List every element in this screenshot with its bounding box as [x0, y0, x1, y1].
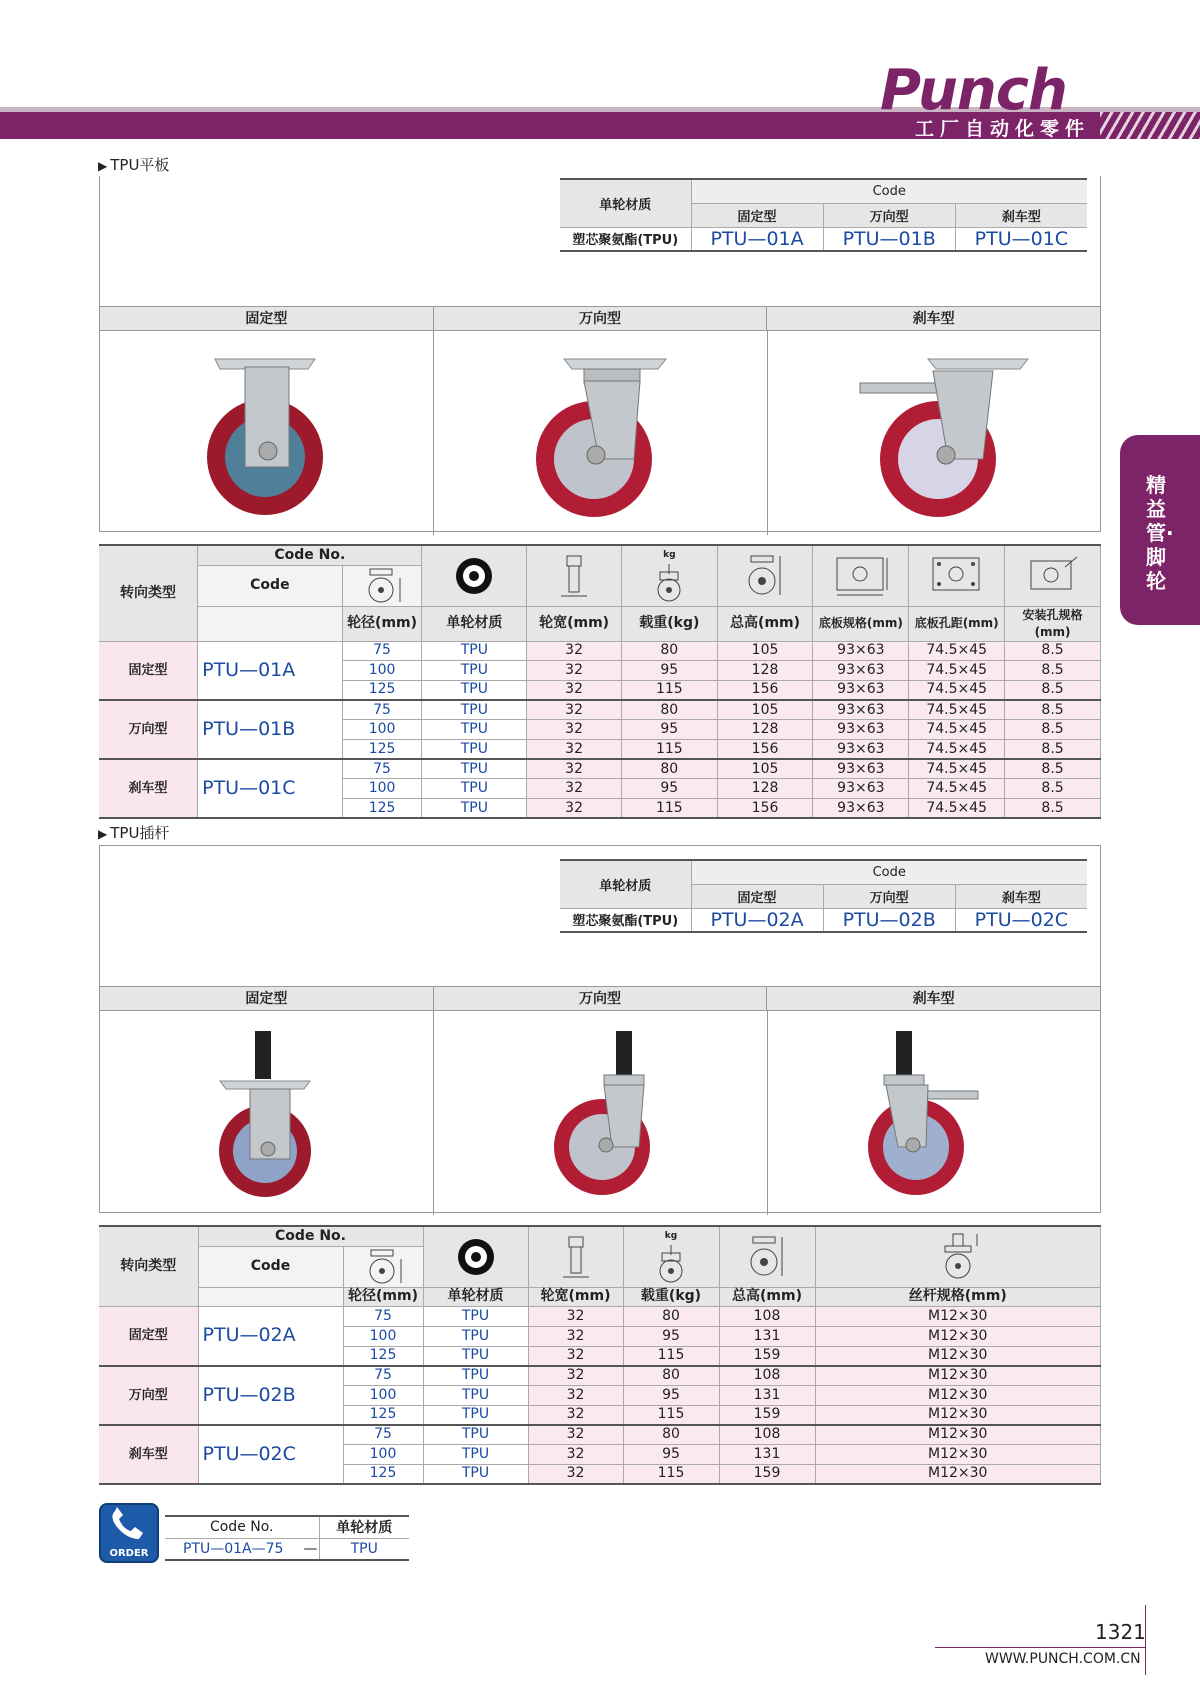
cell-thread: M12×30 [815, 1346, 1101, 1366]
cell-material: TPU [422, 661, 527, 681]
cell-width: 32 [528, 1366, 623, 1386]
code-subheader: Code [198, 565, 343, 606]
material-code-table [560, 859, 1087, 933]
cell-diameter: 125 [342, 680, 422, 700]
diameter-icon [360, 566, 404, 606]
cell-material: TPU [422, 739, 527, 759]
height-header: 总高(mm) [719, 1287, 815, 1307]
type-fixed: 固定型 [691, 884, 823, 908]
cell-thread: M12×30 [815, 1445, 1101, 1465]
order-icon [99, 1503, 159, 1563]
kg-label: kg [664, 1231, 678, 1242]
material-code-table [560, 178, 1087, 252]
cell-load: 95 [623, 1385, 719, 1405]
product-image-strip [99, 986, 1101, 1213]
cell-diameter: 100 [342, 779, 422, 799]
code-no-header: Code No. [198, 1226, 423, 1246]
load-header: 载重(kg) [621, 606, 717, 641]
cell-diameter: 100 [342, 720, 422, 740]
cell-material: TPU [423, 1326, 528, 1346]
cell-hole: 74.5×45 [909, 641, 1005, 661]
code-swivel: PTU—02B [823, 908, 955, 932]
table-row [99, 1307, 1101, 1327]
cell-load: 95 [621, 661, 717, 681]
thread-icon-cell [815, 1226, 1101, 1287]
width-icon-cell [527, 545, 622, 606]
cell-material: TPU [422, 799, 527, 819]
image-header-brake: 刹车型 [912, 311, 955, 327]
cell-mount: 8.5 [1005, 720, 1101, 740]
code-header: Code [691, 860, 1087, 884]
table-row [99, 1425, 1101, 1445]
cell-thread: M12×30 [815, 1464, 1101, 1484]
code-cell: PTU—01B [198, 700, 343, 759]
cell-load: 80 [621, 641, 717, 661]
code-header: Code [691, 179, 1087, 203]
code-fixed: PTU—02A [691, 908, 823, 932]
cell-height: 159 [719, 1464, 815, 1484]
type-swivel: 万向型 [823, 203, 955, 227]
image-header-swivel: 万向型 [434, 987, 768, 1010]
type-cell: 万向型 [99, 700, 198, 759]
cell-height: 105 [717, 700, 813, 720]
category-side-tab[interactable] [1120, 435, 1200, 625]
cell-plate: 93×63 [813, 799, 909, 819]
cell-thread: M12×30 [815, 1366, 1101, 1386]
cell-load: 95 [623, 1326, 719, 1346]
cell-width: 32 [527, 641, 622, 661]
cell-width: 32 [527, 661, 622, 681]
wheel-icon [456, 1237, 496, 1277]
cell-material: TPU [423, 1385, 528, 1405]
cell-height: 108 [719, 1425, 815, 1445]
order-code-header: Code No. [165, 1516, 319, 1538]
cell-height: 108 [719, 1307, 815, 1327]
type-brake: 刹车型 [955, 203, 1087, 227]
height-icon [745, 553, 785, 599]
cell-diameter: 125 [343, 1346, 423, 1366]
order-separator: — [303, 1540, 318, 1557]
material-header: 单轮材质 [560, 860, 691, 908]
cell-load: 95 [623, 1445, 719, 1465]
cell-diameter: 75 [342, 641, 422, 661]
cell-mount: 8.5 [1005, 680, 1101, 700]
cell-width: 32 [528, 1385, 623, 1405]
type-cell: 刹车型 [99, 759, 198, 818]
cell-material: TPU [423, 1464, 528, 1484]
cell-material: TPU [423, 1445, 528, 1465]
cell-height: 159 [719, 1405, 815, 1425]
cell-height: 156 [717, 680, 813, 700]
cell-height: 108 [719, 1366, 815, 1386]
code-brake: PTU—01C [955, 227, 1087, 251]
cell-mount: 8.5 [1005, 779, 1101, 799]
cell-material: TPU [422, 720, 527, 740]
order-example-code [165, 1538, 319, 1560]
cell-load: 115 [623, 1405, 719, 1425]
image-header-swivel: 万向型 [434, 307, 768, 330]
code-cell: PTU—01A [198, 641, 343, 700]
code-fixed: PTU—01A [691, 227, 823, 251]
cell-thread: M12×30 [815, 1425, 1101, 1445]
product-image-strip [99, 306, 1101, 532]
type-cell: 万向型 [99, 1366, 198, 1425]
cell-load: 95 [621, 720, 717, 740]
cell-diameter: 100 [343, 1445, 423, 1465]
cell-width: 32 [527, 739, 622, 759]
cell-width: 32 [527, 799, 622, 819]
cell-height: 128 [717, 661, 813, 681]
cell-plate: 93×63 [813, 700, 909, 720]
cell-hole: 74.5×45 [909, 680, 1005, 700]
cell-mount: 8.5 [1005, 641, 1101, 661]
cell-material: TPU [423, 1405, 528, 1425]
cell-plate: 93×63 [813, 680, 909, 700]
type-fixed: 固定型 [691, 203, 823, 227]
cell-load: 80 [623, 1307, 719, 1327]
width-header: 轮宽(mm) [528, 1287, 623, 1307]
cell-height: 159 [719, 1346, 815, 1366]
cell-plate: 93×63 [813, 720, 909, 740]
cell-height: 131 [719, 1326, 815, 1346]
code-no-header: Code No. [198, 545, 422, 565]
cell-width: 32 [528, 1326, 623, 1346]
cell-diameter: 125 [342, 799, 422, 819]
order-example-table [165, 1515, 409, 1561]
cell-width: 32 [527, 720, 622, 740]
mount-hole-icon [1025, 553, 1081, 599]
cell-height: 105 [717, 641, 813, 661]
section-title: ▶ TPU插杆 [98, 822, 169, 843]
caster-image-fixed-stem [100, 1011, 434, 1215]
height-header: 总高(mm) [717, 606, 813, 641]
load-icon-cell [621, 545, 717, 606]
cell-hole: 74.5×45 [909, 799, 1005, 819]
cell-material: TPU [422, 700, 527, 720]
cell-mount: 8.5 [1005, 799, 1101, 819]
mat-header: 单轮材质 [422, 606, 527, 641]
material-header: 单轮材质 [560, 179, 691, 227]
cell-material: TPU [422, 759, 527, 779]
brand-subtitle: 工厂自动化零件 [915, 118, 1091, 140]
cell-width: 32 [528, 1445, 623, 1465]
load-icon-cell [623, 1226, 719, 1287]
cell-load: 115 [621, 680, 717, 700]
cell-width: 32 [527, 759, 622, 779]
cell-width: 32 [528, 1346, 623, 1366]
cell-width: 32 [528, 1425, 623, 1445]
cell-mount: 8.5 [1005, 739, 1101, 759]
material-value: 塑芯聚氨酯(TPU) [572, 914, 679, 930]
cell-diameter: 100 [343, 1385, 423, 1405]
cell-height: 131 [719, 1445, 815, 1465]
spec-table-plate [99, 544, 1101, 819]
dia-header: 轮径(mm) [342, 606, 422, 641]
mount-header: 安装孔规格(mm) [1005, 606, 1101, 641]
height-icon-cell [719, 1226, 815, 1287]
cell-width: 32 [528, 1307, 623, 1327]
material-icon-cell [422, 545, 527, 606]
code-cell: PTU—01C [198, 759, 343, 818]
wheel-width-icon [557, 553, 591, 599]
cell-material: TPU [422, 779, 527, 799]
type-brake: 刹车型 [955, 884, 1087, 908]
load-icon [654, 1245, 688, 1285]
type-col-header: 转向类型 [99, 1226, 198, 1307]
table-row [99, 700, 1101, 720]
plate-size-icon [831, 553, 891, 599]
plate-size-icon-cell [813, 545, 909, 606]
cell-diameter: 75 [342, 700, 422, 720]
code-swivel: PTU—01B [823, 227, 955, 251]
page-number: 1321 [1095, 1620, 1146, 1644]
order-label: ORDER [109, 1548, 149, 1559]
image-header-brake: 刹车型 [912, 991, 955, 1007]
material-value: 塑芯聚氨酯(TPU) [572, 233, 679, 249]
cell-diameter: 125 [343, 1405, 423, 1425]
image-header-fixed: 固定型 [100, 307, 434, 330]
cell-load: 80 [623, 1425, 719, 1445]
cell-plate: 93×63 [813, 641, 909, 661]
cell-width: 32 [528, 1405, 623, 1425]
kg-label: kg [663, 550, 676, 561]
spec-table-stem [99, 1225, 1101, 1485]
code-cell: PTU—02C [198, 1425, 343, 1484]
cell-plate: 93×63 [813, 759, 909, 779]
cell-hole: 74.5×45 [909, 720, 1005, 740]
width-icon-cell [528, 1226, 623, 1287]
cell-load: 115 [623, 1346, 719, 1366]
cell-diameter: 75 [343, 1425, 423, 1445]
cell-height: 131 [719, 1385, 815, 1405]
cell-mount: 8.5 [1005, 661, 1101, 681]
cell-plate: 93×63 [813, 779, 909, 799]
type-swivel: 万向型 [823, 884, 955, 908]
cell-load: 115 [621, 739, 717, 759]
thread-header: 丝杆规格(mm) [815, 1287, 1101, 1307]
code-brake: PTU—02C [955, 908, 1087, 932]
cell-load: 80 [621, 759, 717, 779]
type-cell: 固定型 [99, 1307, 198, 1366]
cell-load: 95 [621, 779, 717, 799]
cell-mount: 8.5 [1005, 700, 1101, 720]
hole-header: 底板孔距(mm) [909, 606, 1005, 641]
caster-image-brake-plate [768, 331, 1101, 535]
hole-distance-icon [927, 553, 987, 599]
cell-load: 80 [621, 700, 717, 720]
cell-material: TPU [422, 680, 527, 700]
order-example-material: TPU [350, 1540, 378, 1557]
cell-plate: 93×63 [813, 661, 909, 681]
cell-diameter: 100 [342, 661, 422, 681]
cell-thread: M12×30 [815, 1385, 1101, 1405]
cell-mount: 8.5 [1005, 759, 1101, 779]
cell-width: 32 [527, 700, 622, 720]
caster-image-swivel-plate [434, 331, 768, 535]
cell-material: TPU [423, 1307, 528, 1327]
material-icon-cell [423, 1226, 528, 1287]
height-icon-cell [717, 545, 813, 606]
section-title: ▶ TPU平板 [98, 154, 169, 175]
diameter-icon [361, 1247, 405, 1287]
table-row [99, 641, 1101, 661]
code-cell: PTU—02B [198, 1366, 343, 1425]
image-header-fixed: 固定型 [100, 987, 434, 1010]
caster-image-swivel-stem [434, 1011, 768, 1215]
cell-thread: M12×30 [815, 1307, 1101, 1327]
brand-logo: Punch [880, 58, 1067, 123]
header-stripes [1100, 112, 1200, 139]
dia-icon-cell [342, 565, 422, 606]
table-row [99, 759, 1101, 779]
cell-height: 156 [717, 799, 813, 819]
cell-material: TPU [423, 1366, 528, 1386]
height-icon [747, 1234, 787, 1280]
cell-thread: M12×30 [815, 1405, 1101, 1425]
load-icon [652, 564, 686, 604]
dia-icon-cell [343, 1246, 423, 1287]
cell-load: 115 [621, 799, 717, 819]
cell-width: 32 [527, 680, 622, 700]
load-header: 载重(kg) [623, 1287, 719, 1307]
cell-hole: 74.5×45 [909, 779, 1005, 799]
website-link[interactable]: WWW.PUNCH.COM.CN [985, 1651, 1141, 1667]
spec-table-stem-body [99, 1307, 1101, 1484]
cell-hole: 74.5×45 [909, 759, 1005, 779]
phone-icon [101, 1505, 157, 1545]
cell-material: TPU [423, 1346, 528, 1366]
caster-image-brake-stem [768, 1011, 1101, 1215]
cell-hole: 74.5×45 [909, 700, 1005, 720]
cell-height: 156 [717, 739, 813, 759]
plate-header: 底板规格(mm) [813, 606, 909, 641]
wheel-width-icon [559, 1234, 593, 1280]
thread-stem-icon [933, 1232, 983, 1282]
cell-plate: 93×63 [813, 739, 909, 759]
cell-diameter: 100 [343, 1326, 423, 1346]
order-material-header: 单轮材质 [336, 1520, 393, 1537]
code-cell: PTU—02A [198, 1307, 343, 1366]
spec-table-plate-body [99, 641, 1101, 818]
type-cell: 刹车型 [99, 1425, 198, 1484]
caster-image-fixed-plate [100, 331, 434, 535]
cell-width: 32 [528, 1464, 623, 1484]
type-cell: 固定型 [99, 641, 198, 700]
code-subheader: Code [198, 1246, 343, 1287]
mat-header: 单轮材质 [423, 1287, 528, 1307]
cell-height: 128 [717, 720, 813, 740]
mount-hole-icon-cell [1005, 545, 1101, 606]
cell-height: 105 [717, 759, 813, 779]
cell-height: 128 [717, 779, 813, 799]
cell-width: 32 [527, 779, 622, 799]
table-row [99, 1366, 1101, 1386]
cell-thread: M12×30 [815, 1326, 1101, 1346]
cell-material: TPU [422, 641, 527, 661]
cell-load: 115 [623, 1464, 719, 1484]
wheel-icon [454, 556, 494, 596]
side-tab-label: 精益管·脚轮 [1146, 473, 1174, 593]
cell-hole: 74.5×45 [909, 739, 1005, 759]
footer-horizontal-line [935, 1647, 1145, 1648]
width-header: 轮宽(mm) [527, 606, 622, 641]
cell-diameter: 75 [342, 759, 422, 779]
cell-diameter: 75 [343, 1366, 423, 1386]
cell-diameter: 125 [343, 1464, 423, 1484]
dia-header: 轮径(mm) [343, 1287, 423, 1307]
type-col-header: 转向类型 [99, 545, 198, 641]
hole-distance-icon-cell [909, 545, 1005, 606]
cell-load: 80 [623, 1366, 719, 1386]
cell-diameter: 75 [343, 1307, 423, 1327]
cell-diameter: 125 [342, 739, 422, 759]
cell-hole: 74.5×45 [909, 661, 1005, 681]
order-code-value: PTU—01A—75 [183, 1540, 284, 1557]
cell-material: TPU [423, 1425, 528, 1445]
